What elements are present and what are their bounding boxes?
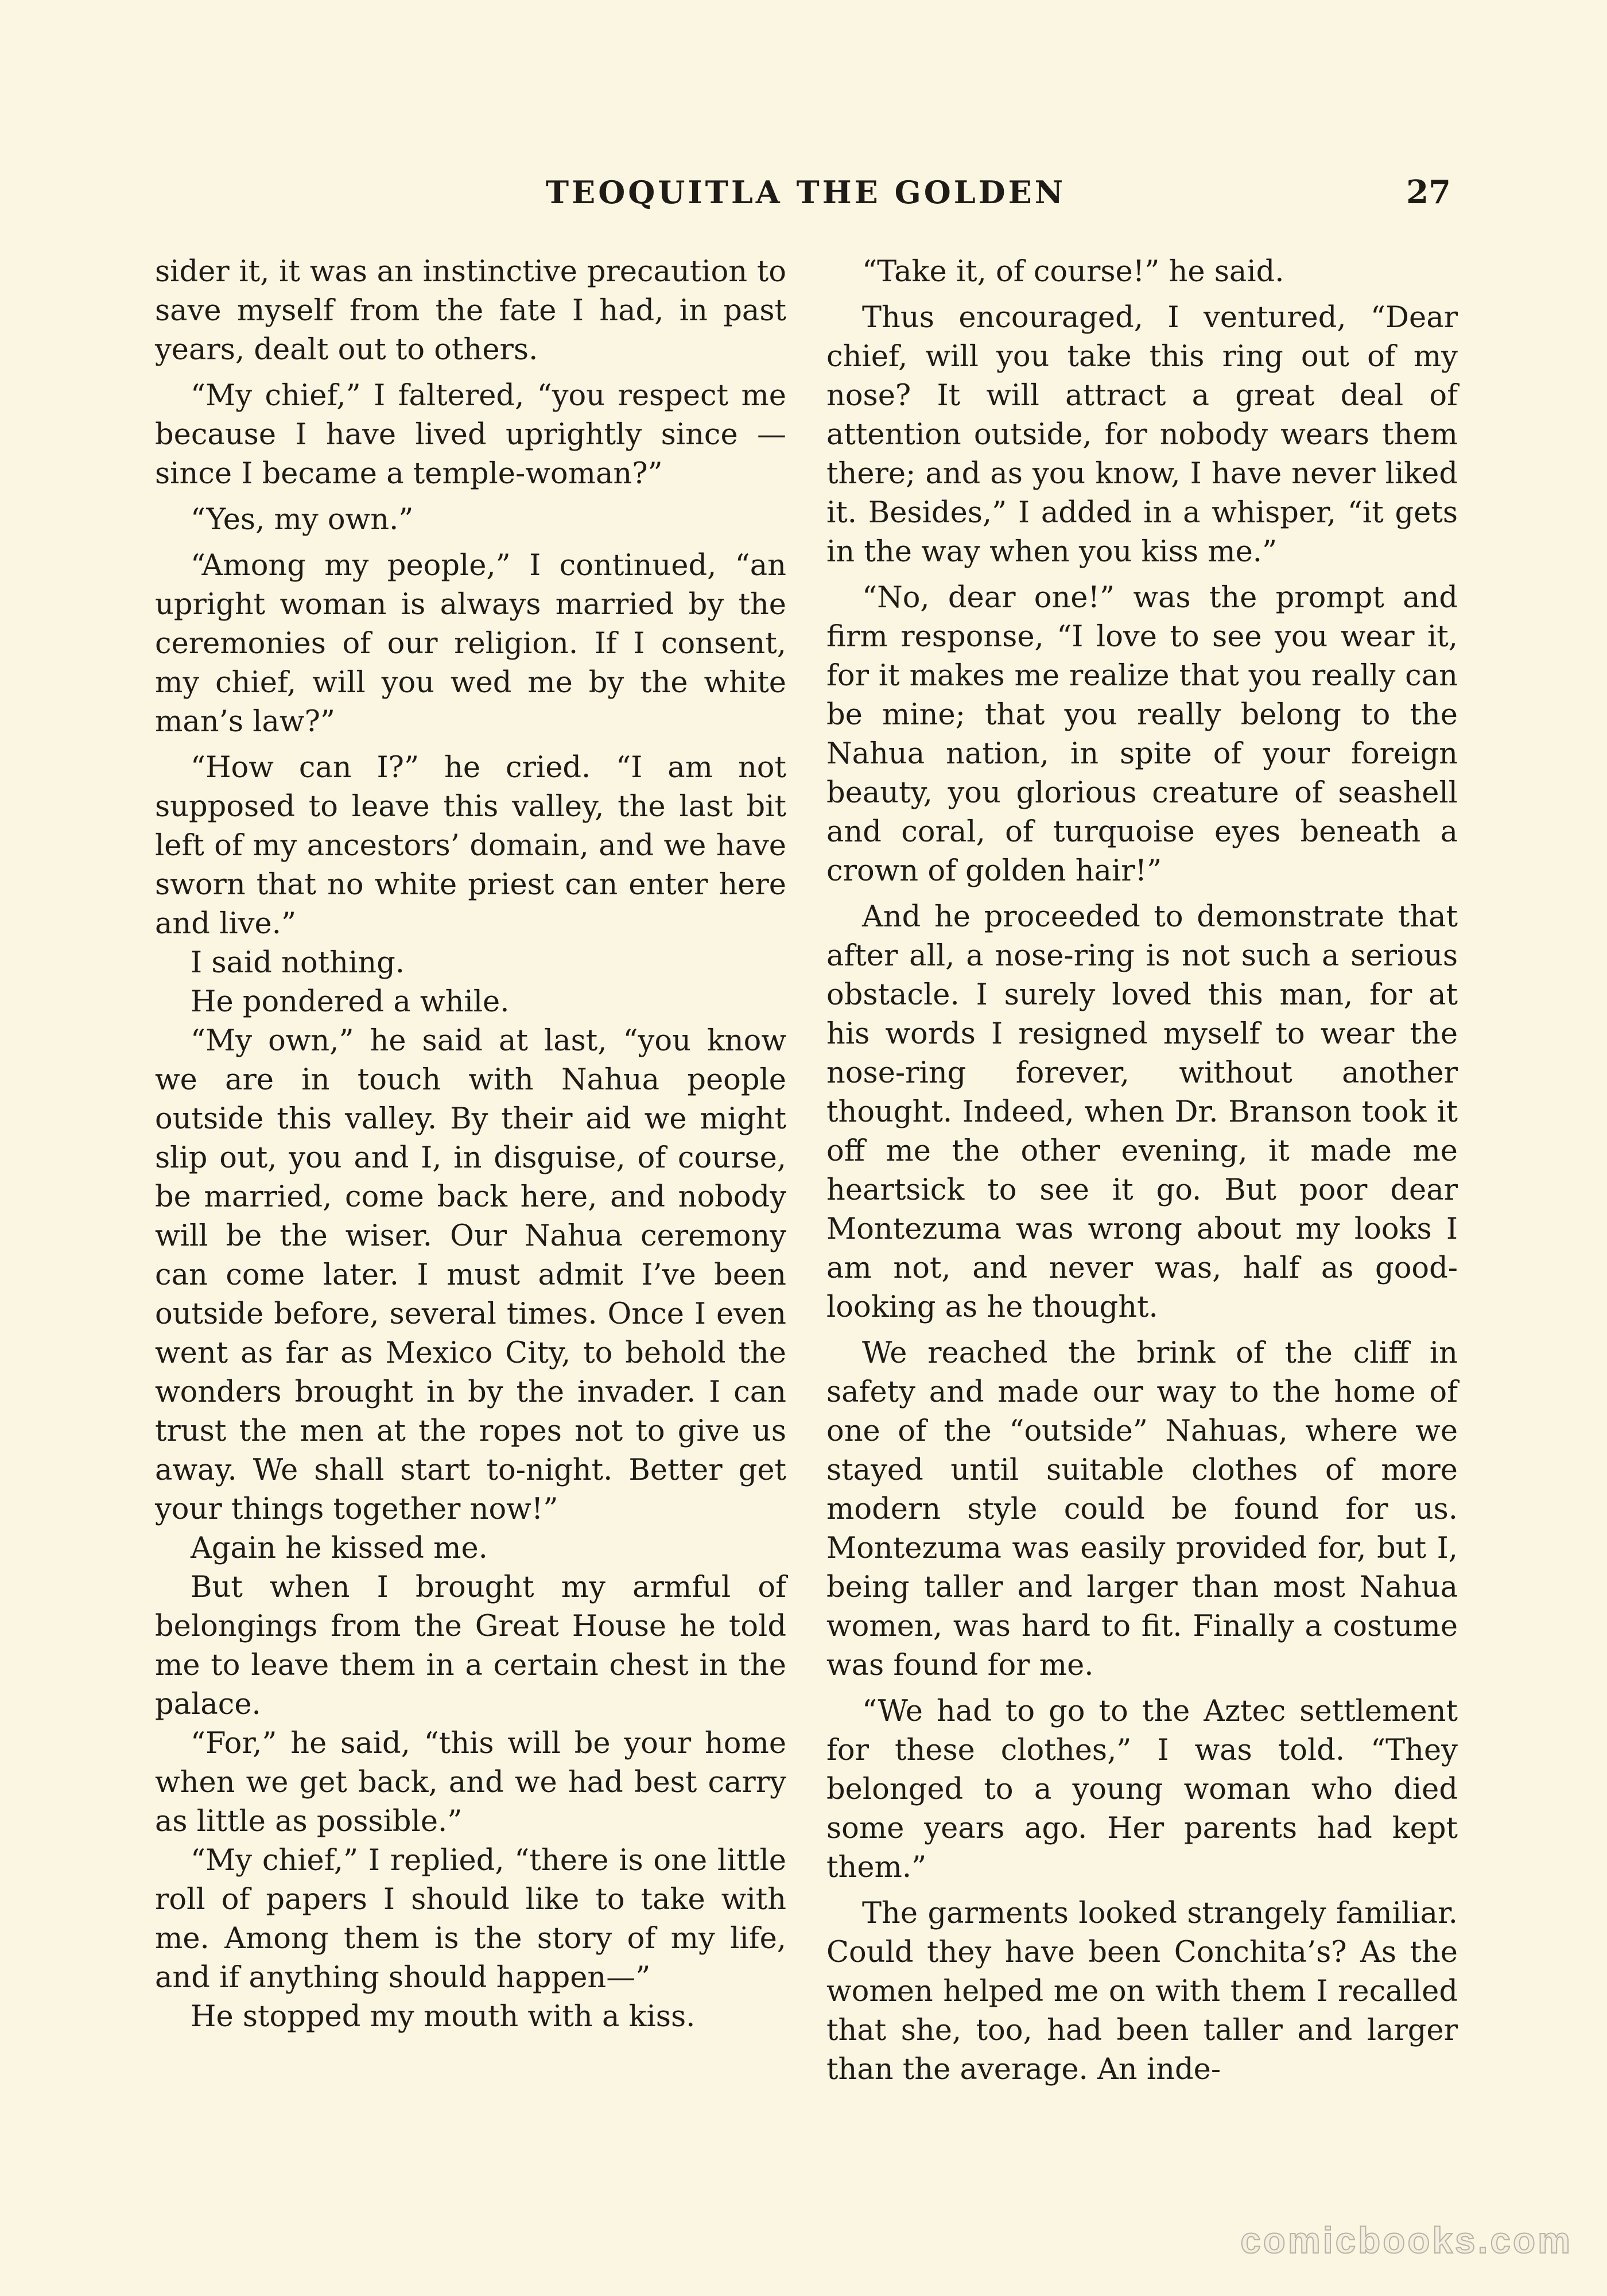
paragraph: “Among my people,” I continued, “an upright woman is always married by the ceremonies of our religion. If I consent, my chief, will you wed me by the white man’s law?” — [155, 549, 786, 739]
paragraph: He stopped my mouth with a kiss. — [191, 2000, 696, 2034]
paragraph: I said nothing. — [191, 946, 405, 980]
running-title: TEOQUITLA THE GOLDEN — [545, 174, 1066, 211]
page-header — [155, 172, 1457, 218]
paragraph: And he proceeded to demonstrate that after all, a nose-ring is not such a serious obstacle. I surely loved this man, for at his words I resigned myself to wear the nose-ring forever, without another thought. Indeed, when Dr. Branson took it off me the other evening, it made me heartsick to see it go. But poor dear Montezuma was wrong about my looks I am not, and never was, half as good-looking as he thought. — [826, 900, 1458, 1324]
paragraph: “How can I?” he cried. “I am not supposed to leave this valley, the last bit left of my ancestors’ domain, and we have sworn that no white priest can enter here and live.” — [155, 751, 786, 941]
paragraph: “For,” he said, “this will be your home when we get back, and we had best carry as little as possible.” — [155, 1727, 786, 1839]
site-watermark: comicbooks.com — [1240, 2220, 1573, 2261]
right-column — [826, 253, 1458, 2096]
paragraph: “My chief,” I faltered, “you respect me because I have lived uprightly since —since I became a temple-woman?” — [155, 379, 786, 491]
paragraph: “We had to go to the Aztec settlement for these clothes,” I was told. “They belonged to a young woman who died some years ago. Her parents had kept them.” — [826, 1694, 1458, 1884]
paragraph: “My chief,” I replied, “there is one little roll of papers I should like to take with me. Among them is the story of my life, and if anything should happen—” — [155, 1844, 786, 1995]
paragraph: “Yes, my own.” — [191, 503, 414, 537]
paragraph: “No, dear one!” was the prompt and firm response, “I love to see you wear it, for it makes me realize that you really can be mine; that you really belong to the Nahua nation, in spite of your foreign beauty, you glorious creature of seashell and coral, of turquoise eyes beneath a crown of golden hair!” — [826, 581, 1458, 888]
paragraph: The garments looked strangely familiar. Could they have been Conchita’s? As the women helped me on with them I recalled that she, too, had been taller and larger than the average. An inde- — [826, 1896, 1458, 2086]
left-column — [155, 253, 786, 2037]
paragraph: He pondered a while. — [191, 985, 510, 1019]
paragraph: But when I brought my armful of belongings from the Great House he told me to leave them in a certain chest in the palace. — [155, 1570, 786, 1721]
page-number: 27 — [1406, 173, 1451, 211]
paragraph: Thus encouraged, I ventured, “Dear chief, will you take this ring out of my nose? It will attract a great deal of attention outside, for nobody wears them there; and as you know, I have never liked it. Besides,” I added in a whisper, “it gets in the way when you kiss me.” — [826, 301, 1458, 569]
paragraph: sider it, it was an instinctive precaution to save myself from the fate I had, in past years, dealt out to others. — [155, 255, 786, 367]
paragraph: “My own,” he said at last, “you know we are in touch with Nahua people outside this valley. By their aid we might slip out, you and I, in disguise, of course, be married, come back here, and nobody will be the wiser. Our Nahua ceremony can come later. I must admit I’ve been outside before, several times. Once I even went as far as Mexico City, to behold the wonders brought in by the invader. I can trust the men at the ropes not to give us away. We shall start to-night. Better get your things together now!” — [155, 1024, 786, 1526]
paragraph: We reached the brink of the cliff in safety and made our way to the home of one of the “outside” Nahuas, where we stayed until suitable clothes of more modern style could be found for us. Montezuma was easily provided for, but I, being taller and larger than most Nahua women, was hard to fit. Finally a costume was found for me. — [826, 1336, 1458, 1682]
paragraph: Again he kissed me. — [191, 1531, 488, 1565]
paragraph: “Take it, of course!” he said. — [862, 255, 1284, 289]
